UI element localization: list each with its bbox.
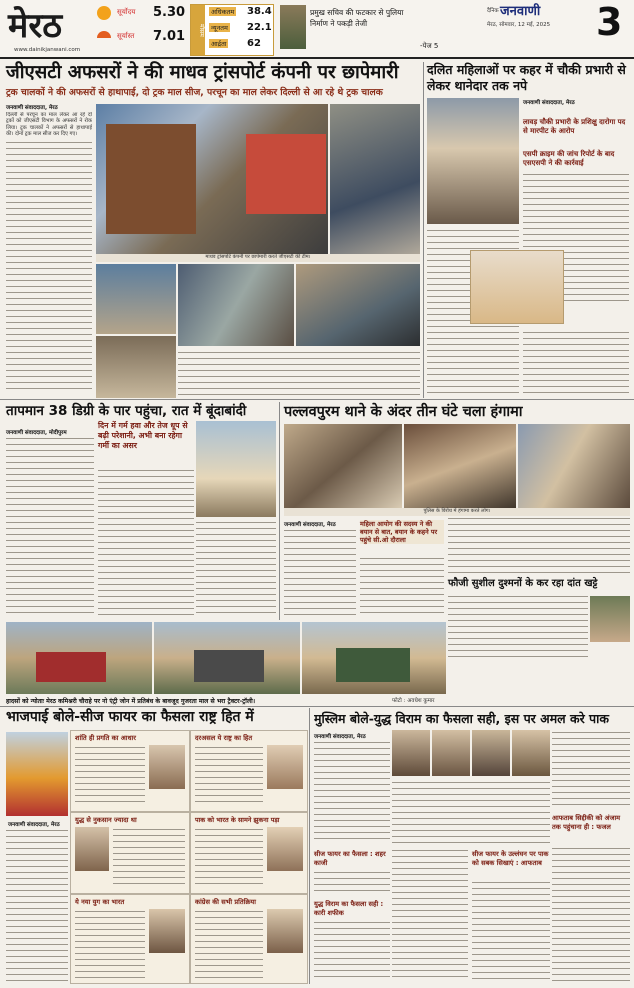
sunset-value: 7.01 — [153, 29, 186, 44]
photo-strip-caption: हादसों को न्योताः मेरठ कमिश्नरी चौराहे पर नो एंट्री जोन में प्रतिबंध के बावजूद गुजरता माल से भरा ट्रैक्टर-ट्रॉली। — [6, 698, 256, 705]
sun-times-box — [95, 4, 185, 52]
promo-thumb — [280, 5, 306, 49]
bjp-photo — [6, 732, 68, 816]
photo-strip-credit: फोटो : अवधेश कुमार — [392, 698, 435, 704]
pallavpuram-byline: जनवाणी संवाददाता, मेरठ — [284, 522, 336, 528]
pallavpuram-lines-3 — [448, 516, 630, 576]
bjp-box-4-portrait — [267, 827, 303, 871]
muslim-lines-5 — [314, 870, 390, 896]
bjp-box-4-title: पाक को भारत के सामने झुकना पड़ा — [195, 816, 280, 824]
muslim-lines-4 — [552, 846, 630, 982]
muslim-lines-1 — [314, 740, 390, 844]
top-story-photo-3 — [96, 336, 176, 398]
photo-strip-3 — [302, 622, 446, 694]
paper-small: दैनिक — [487, 8, 499, 14]
bjp-box-6-lines — [195, 909, 263, 979]
pallavpuram-photo-3 — [518, 424, 630, 508]
bjp-byline: जनवाणी संवाददाता, मेरठ — [8, 822, 60, 828]
top-story-headline: जीएसटी अफसरों ने की माधव ट्रांसपोर्ट कंपनी पर छापेमारी — [6, 62, 399, 83]
bjp-box-6-portrait — [267, 909, 303, 953]
dalit-cartoon — [470, 250, 564, 324]
masthead — [0, 0, 634, 58]
bjp-box-6 — [190, 894, 308, 984]
section-rule-1 — [0, 399, 634, 400]
sunrise-label: सूर्योदय — [117, 8, 136, 16]
section-rule-2 — [0, 706, 634, 707]
heat-lines-3 — [196, 520, 276, 618]
heat-story-kicker: दिन में गर्म हवा और तेज धूप से बढ़ी परेशानी, अभी बना रहेगा गर्मी का असर — [98, 421, 188, 450]
bjp-box-1-lines — [75, 745, 145, 807]
heat-story-byline: जनवाणी संवाददाता, मोदीपुरम — [6, 430, 67, 436]
bjp-box-6-title: कांग्रेस की सभी प्रतिक्रिया — [195, 898, 256, 906]
pallavpuram-lines-2 — [360, 556, 444, 618]
top-story-lines-col2 — [178, 350, 420, 396]
humidity-label: आर्द्रता — [211, 40, 227, 48]
dalit-story-headline: दलित महिलाओं पर कहर में चौकी प्रभारी से लेकर थानेदार तक नपे — [427, 62, 626, 93]
sunset-icon — [97, 31, 111, 38]
col-rule — [423, 62, 424, 398]
bjp-box-1-title: शांति ही प्रगति का आधार — [75, 734, 136, 742]
soldier-headline: फौजी सुशील दुश्मनों के कर रहा दांत खट्टे — [448, 578, 598, 589]
bjp-box-3 — [70, 812, 190, 894]
muslim-byline: जनवाणी संवाददाता, मेरठ — [314, 734, 366, 740]
promo-line-2[interactable]: निर्माण ने पकड़ी तेजी — [310, 19, 368, 28]
bjp-box-5-portrait — [149, 909, 185, 953]
min-label: न्यूनतम — [211, 24, 228, 32]
photo-strip-1 — [6, 622, 152, 694]
top-story-photo-2 — [96, 264, 176, 334]
soldier-photo — [590, 596, 630, 642]
muslim-portrait-3 — [472, 730, 510, 776]
bjp-box-2-lines — [195, 745, 263, 807]
dalit-sidebar-1: लावड़ चौकी प्रभारी के प्रशिक्षु दारोगा पद से मारपीट के आरोप — [523, 118, 626, 135]
truck-shape-2 — [246, 134, 326, 214]
bjp-box-5 — [70, 894, 190, 984]
bjp-box-1-portrait — [149, 745, 185, 789]
muslim-box-3: सीज फायर का फैसला : शहर काजी — [314, 850, 386, 867]
muslim-lines-7 — [392, 848, 468, 982]
dateline: मेरठ, सोमवार, 12 मई, 2025 — [487, 22, 551, 28]
muslim-lines-8 — [472, 880, 550, 982]
muslim-portrait-1 — [392, 730, 430, 776]
muslim-portrait-4 — [512, 730, 550, 776]
muslim-lines-3 — [552, 730, 630, 810]
bjp-box-4 — [190, 812, 308, 894]
pallavpuram-sidebar: महिला आयोग की सदस्य ने की बयान से बात, बयान के कहने पर पहुंचे सी.ओ दौराला — [360, 520, 444, 544]
top-story-photo-5 — [296, 264, 420, 346]
pallavpuram-photo-caption: पुलिस के विरोध में हंगामा करते लोग। — [284, 508, 630, 516]
top-story-body-col1: दिल्ली से परचून का माल लेकर आ रहे दो ट्रकों को जीएसटी विभाग के अफसरों ने रोक लिया। ट्रक चालकों ने अफसरों से हाथापाई की। दोनों ट्रक माल सीज कर दिए गए। — [6, 112, 92, 137]
pallavpuram-lines-1 — [284, 528, 356, 618]
bjp-headline: भाजपाई बोले-सीज फायर का फैसला राष्ट्र हित में — [6, 709, 254, 725]
masthead-rule — [0, 57, 634, 59]
promo-line-1[interactable]: प्रमुख सचिव की फटकार से पुलिया — [310, 8, 404, 17]
heat-lines-1 — [6, 436, 94, 618]
dalit-story-photo — [427, 98, 519, 224]
bjp-box-4-lines — [195, 827, 263, 889]
pallavpuram-headline: पल्लवपुरम थाने के अंदर तीन घंटे चला हंगामा — [284, 404, 523, 420]
bjp-box-2-title: दरअसल ये राष्ट्र का हित — [195, 734, 253, 742]
soldier-lines — [448, 594, 588, 658]
top-story-byline: जनवाणी संवाददाता, मेरठ — [6, 105, 58, 111]
weather-box — [190, 4, 274, 56]
sunset-label: सूर्यास्त — [117, 32, 135, 40]
bjp-box-5-lines — [75, 909, 145, 979]
website-url[interactable]: www.dainikjanwani.com — [14, 47, 81, 53]
top-story-subhead: ट्रक चालकों ने की अफसरों से हाथापाई, दो ट्रक माल सीज, परचून का माल लेकर दिल्ली से आ रहे थे ट्रक चालक — [6, 87, 383, 98]
muslim-box-4: आफताब सिद्दीकी को अंजाम तक पहुंचाना ही : फजल — [552, 814, 621, 831]
bjp-box-3-lines — [113, 827, 185, 889]
muslim-headline: मुस्लिम बोले-युद्ध विराम का फैसला सही, इस पर अमल करे पाक — [314, 711, 609, 726]
muslim-box-1: युद्ध विराम का फैसला सही : कारी शफीक — [314, 900, 384, 917]
muslim-lines-2 — [392, 780, 550, 844]
heat-story-headline: तापमान 38 डिग्री के पार पहुंचा, रात में बूंदाबांदी — [6, 403, 247, 419]
muslim-box-2: सीज फायर के उल्लंघन पर पाक को सबक सिखाएं : आफताब — [472, 850, 549, 867]
heat-lines-2 — [98, 468, 194, 618]
muslim-portrait-2 — [432, 730, 470, 776]
bjp-box-3-portrait — [75, 827, 109, 871]
muslim-lines-6 — [314, 920, 390, 982]
dalit-story-byline: जनवाणी संवाददाता, मेरठ — [523, 100, 575, 106]
pallavpuram-photo-2 — [404, 424, 516, 508]
bjp-box-2 — [190, 730, 308, 812]
sunrise-value: 5.30 — [153, 5, 186, 20]
max-value: 38.4 — [247, 6, 272, 17]
top-story-lines-col1 — [6, 140, 92, 390]
top-story-photo-main — [96, 104, 328, 254]
city-name: मेरठ — [8, 6, 62, 46]
col-rule-2 — [279, 402, 280, 620]
top-story-photo-caption: माधव ट्रांसपोर्ट कंपनी पर छापेमारी करते जीएसटी की टीम। — [96, 254, 420, 262]
weather-tag: मौसम — [191, 5, 205, 55]
dalit-lines-3 — [523, 330, 629, 396]
promo-page-ref[interactable]: -पेज 5 — [420, 42, 439, 50]
tractor-shape-3 — [336, 648, 410, 682]
max-label: अधिकतम — [211, 8, 235, 16]
page-number: 3 — [596, 0, 623, 44]
bjp-box-2-portrait — [267, 745, 303, 789]
top-story-photo-side — [330, 104, 420, 254]
bjp-box-5-title: ये नया युग का भारत — [75, 898, 125, 906]
heat-story-photo — [196, 421, 276, 517]
dalit-sidebar-2: एसपी क्राइम की जांच रिपोर्ट के बाद एसएसपी ने की कार्रवाई — [523, 150, 615, 167]
paper-name: जनवाणी — [500, 4, 541, 19]
min-value: 22.1 — [247, 22, 272, 33]
truck-shape — [106, 124, 196, 234]
bjp-lines-1 — [6, 828, 68, 982]
pallavpuram-photo-1 — [284, 424, 402, 508]
sun-icon — [97, 6, 111, 20]
photo-strip-2 — [154, 622, 300, 694]
bjp-box-3-title: युद्ध से नुकसान ज्यादा था — [75, 816, 137, 824]
bjp-box-1 — [70, 730, 190, 812]
tractor-shape-2 — [194, 650, 264, 682]
humidity-value: 62 — [247, 38, 261, 49]
tractor-shape — [36, 652, 106, 682]
col-rule-3 — [309, 708, 310, 984]
top-story-photo-4 — [178, 264, 294, 346]
